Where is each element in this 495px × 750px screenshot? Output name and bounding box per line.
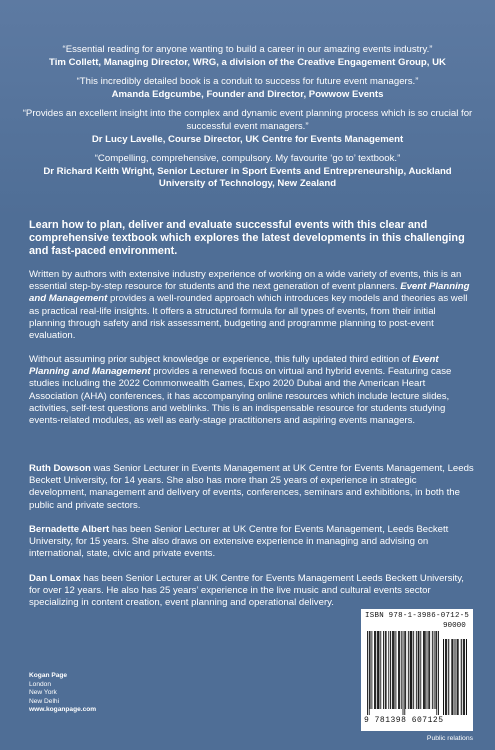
barcode-bar — [416, 631, 417, 709]
barcode-bar — [388, 631, 389, 709]
barcode-bar — [419, 631, 420, 709]
barcode-addon-bar — [458, 639, 459, 715]
author-name: Ruth Dowson — [29, 463, 91, 474]
barcode-bar — [380, 631, 381, 709]
barcode-bar — [423, 631, 424, 709]
author-bio-2 — [29, 524, 474, 561]
barcode-bar — [399, 631, 400, 709]
quote-text: “This incredibly detailed book is a conduit to success for future event managers.” — [76, 76, 419, 88]
publisher-name: Kogan Page — [29, 672, 68, 679]
description-paragraph-2 — [29, 354, 474, 427]
barcode-bar — [378, 631, 379, 709]
barcode-bar — [418, 631, 419, 709]
para1-text-after: provides a well-rounded approach which introduces key models and theories as well as practical real-life insights. It offers a structured formula for all types of events, from their initial planning through safety and risk assessment, budgeting and programme planning to post-event evaluation. — [29, 293, 468, 342]
barcode-bar — [395, 631, 396, 709]
barcode-bar — [386, 631, 387, 709]
para2-text-before: Without assuming prior subject knowledge or experience, this fully updated third edition of — [29, 354, 413, 365]
barcode-addon-bar — [452, 639, 453, 715]
lead-paragraph: Learn how to plan, deliver and evaluate successful events with this clear and comprehensive textbook which explores the latest developments in this challenging and fast-paced environment. — [29, 219, 465, 258]
barcode-addon-bar — [463, 639, 464, 715]
barcode-bar — [410, 631, 411, 709]
author-bio-text: was Senior Lecturer in Events Management at UK Centre for Events Management, Leeds Beckett University, for 14 years. She also has more than 25 years of experience in strategic development, management and delivery of events, conferences, seminars and exhibitions, in both the public and private sectors. — [29, 463, 474, 511]
barcode-bar — [408, 631, 409, 709]
barcode-bar — [393, 631, 394, 709]
barcode-bar — [435, 631, 436, 709]
publisher-website: www.koganpage.com — [29, 706, 97, 714]
barcode-image — [367, 631, 467, 715]
isbn-label: ISBN 978-1-3986-0712-5 — [365, 612, 470, 620]
book-title: Event Planning and Management — [29, 354, 439, 378]
quote-4 — [20, 153, 475, 191]
barcode-addon-bar — [451, 639, 452, 715]
barcode-bar — [369, 631, 370, 715]
author-name: Dan Lomax — [29, 573, 81, 584]
barcode-bar — [390, 631, 391, 709]
barcode-bar — [385, 631, 386, 709]
author-bio-text: has been Senior Lecturer at UK Centre for Events Management Leeds Beckett University, for over 12 years. He also has 25 years’ experience in the live music and cultural events sector specializing in content creation, event planning and operational delivery. — [29, 573, 464, 609]
barcode-bar — [405, 631, 406, 709]
barcode-bar — [403, 631, 404, 715]
barcode-bar — [404, 631, 405, 715]
endorsement-quotes — [20, 44, 475, 198]
barcode-addon-bar — [454, 639, 455, 715]
quote-text: “Compelling, comprehensive, compulsory. My favourite ‘go to’ textbook.” — [94, 153, 401, 165]
book-title: Event Planning and Management — [29, 281, 470, 305]
author-name: Bernadette Albert — [29, 524, 110, 535]
barcode-number: 9 781398 607125 — [364, 716, 444, 725]
para2-text-after: provides a renewed focus on virtual and hybrid events. Featuring case studies including the 2022 Commonwealth Games, Expo 2020 Dubai and the American Heart Association (AHA) conferences, it has accompanying online resources which include lecture slides, activities, self-test questions and weblinks. This is an indispensable resource for students studying events-related modules, as well as early-stage practitioners and aspiring events managers. — [29, 366, 452, 427]
quote-author: Tim Collett, Managing Director, WRG, a division of the Creative Engagement Group, UK — [49, 56, 446, 68]
barcode-box — [361, 609, 473, 731]
barcode-bar — [429, 631, 430, 709]
quote-author: Amanda Edgcumbe, Founder and Director, Powwow Events — [111, 88, 384, 100]
quote-text: “Essential reading for anyone wanting to build a career in our amazing events industry.” — [62, 44, 433, 55]
quote-author: Dr Lucy Lavelle, Course Director, UK Centre for Events Management — [91, 133, 404, 145]
barcode-bar — [394, 631, 395, 709]
barcode-bar — [371, 631, 372, 709]
quote-author: Dr Richard Keith Wright, Senior Lecturer in Sport Events and Entrepreneurship, Auckland University of Technology, New Zealand — [43, 165, 452, 190]
barcode-bar — [375, 631, 376, 709]
author-bio-1 — [29, 463, 474, 512]
publisher-city: New York — [29, 689, 57, 697]
barcode-addon-bar — [466, 639, 467, 715]
barcode-addon-bar — [445, 639, 446, 715]
barcode-addon-bar — [443, 639, 444, 715]
barcode-addon-bar — [448, 639, 449, 715]
barcode-bar — [436, 631, 437, 715]
barcode-bar — [413, 631, 414, 709]
barcode-bar — [401, 631, 402, 709]
barcode-bar — [427, 631, 428, 709]
barcode-bar — [432, 631, 433, 709]
quote-1 — [20, 44, 475, 69]
publisher-city: London — [29, 680, 52, 688]
publisher-city: New Delhi — [29, 697, 60, 705]
barcode-bar — [377, 631, 378, 709]
author-bio-text: has been Senior Lecturer at UK Centre for Events Management, Leeds Beckett University, for 15 years. She also draws on extensive experience in managing and advising on international, state, civic and private events. — [29, 524, 449, 560]
author-bio-3 — [29, 573, 474, 610]
barcode-addon-bar — [461, 639, 462, 715]
quote-3 — [20, 108, 475, 146]
quote-text: “Provides an excellent insight into the complex and dynamic event planning process which is so crucial for successful event managers.” — [22, 108, 473, 132]
barcode-bar — [398, 631, 399, 709]
barcode-bar — [367, 631, 368, 715]
para1-text-before: Written by authors with extensive industry experience of working on a wide variety of events, this is an essential step-by-step resource for students and the next generation of event planners. — [29, 269, 462, 293]
barcode-addon-bar — [446, 639, 447, 715]
barcode-bar — [420, 631, 421, 709]
barcode-bar — [438, 631, 439, 715]
barcode-bar — [411, 631, 412, 709]
barcode-addon-bar — [464, 639, 465, 715]
barcode-bar — [425, 631, 426, 709]
barcode-bar — [411, 631, 412, 709]
barcode-bar — [370, 631, 371, 709]
barcode-bar — [379, 631, 380, 709]
publisher-block — [29, 672, 96, 715]
barcode-bar — [434, 631, 435, 709]
barcode-bar — [383, 631, 384, 709]
barcode-bar — [424, 631, 425, 709]
barcode-bar — [428, 631, 429, 709]
barcode-addon-bar — [457, 639, 458, 715]
barcode-bar — [374, 631, 375, 709]
price-addon-label: 90000 — [443, 622, 466, 630]
quote-2 — [20, 76, 475, 101]
subject-category: Public relations — [426, 735, 473, 742]
description-paragraph-1 — [29, 269, 474, 342]
barcode-bar — [392, 631, 393, 709]
